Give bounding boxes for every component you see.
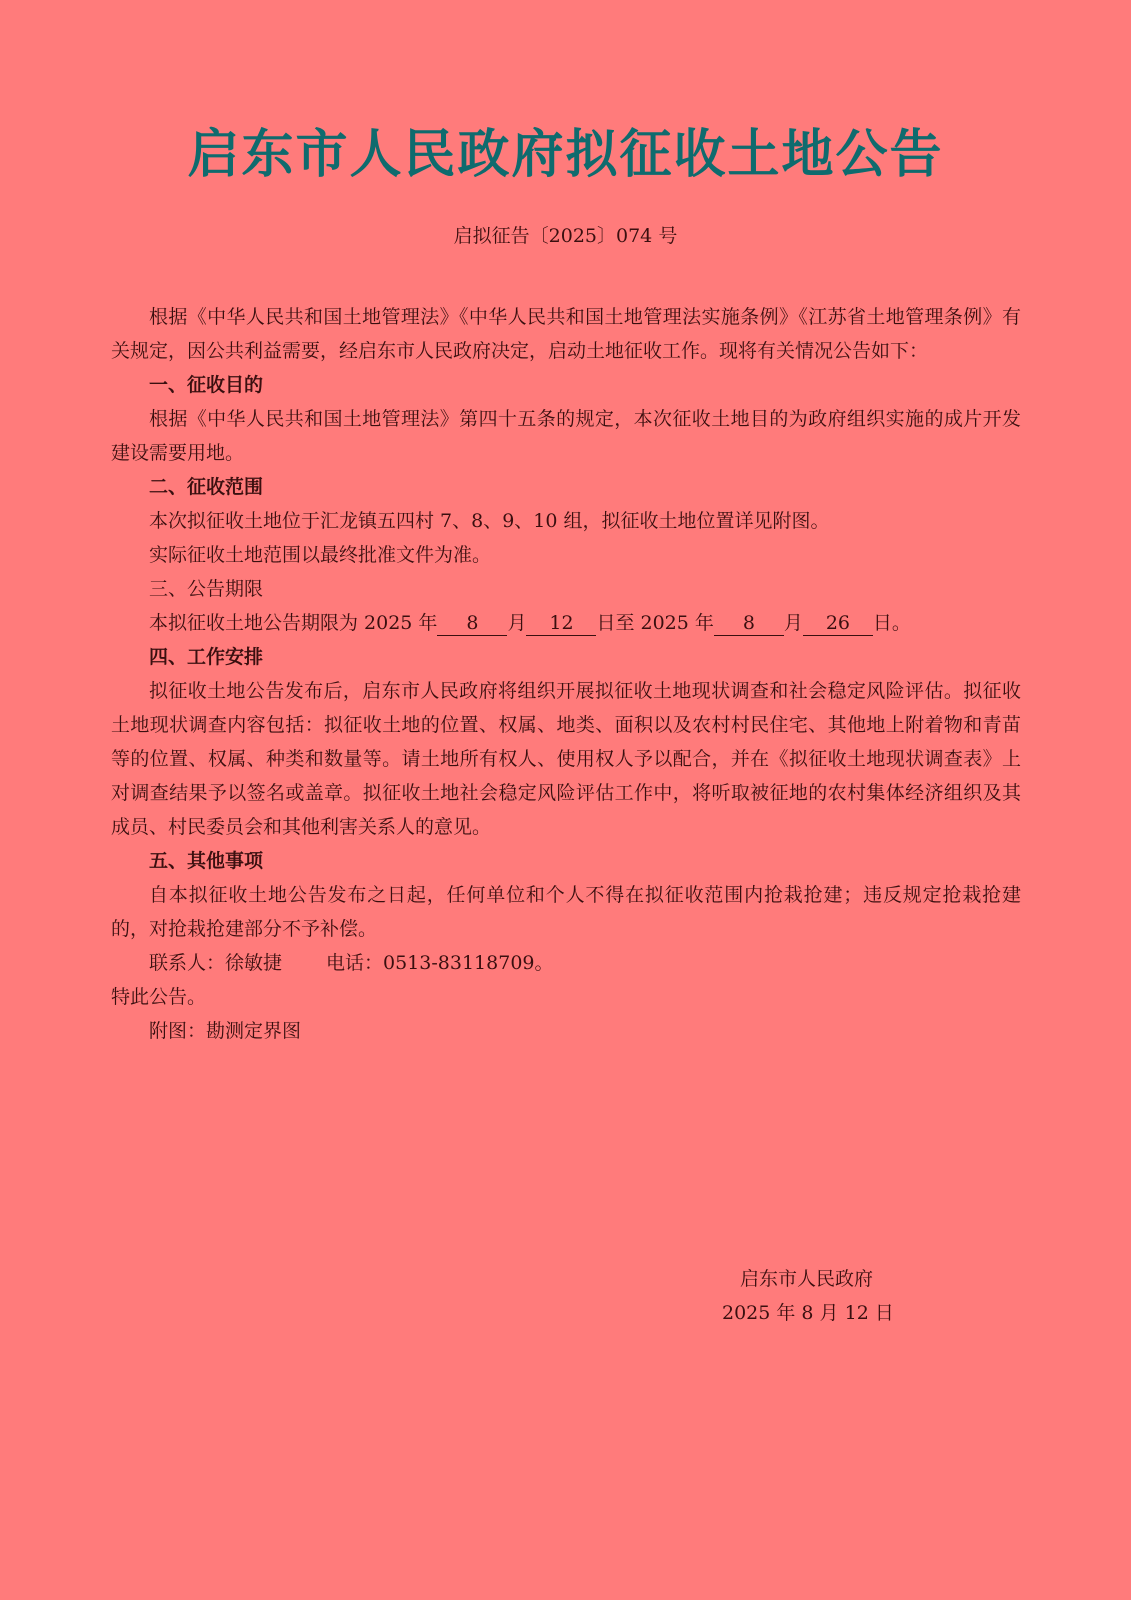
document-title: 启东市人民政府拟征收土地公告 [187, 125, 944, 185]
section-text-scope-1: 本次拟征收土地位于汇龙镇五四村 7、8、9、10 组，拟征收土地位置详见附图。 [149, 510, 830, 532]
period-suffix: 日。 [872, 612, 911, 634]
section-heading-period: 三、公告期限 [149, 578, 264, 600]
period-start-day: 12 [526, 611, 596, 636]
period-prefix: 本拟征收土地公告期限为 2025 年 [149, 612, 438, 634]
section-text-scope-2: 实际征收土地范围以最终批准文件为准。 [149, 544, 492, 566]
section-text-other: 自本拟征收土地公告发布之日起，任何单位和个人不得在拟征收范围内抢栽抢建；违反规定抢栽抢建的，对抢栽抢建部分不予补偿。 [111, 884, 1021, 940]
intro-paragraph: 根据《中华人民共和国土地管理法》《中华人民共和国土地管理法实施条例》《江苏省土地管理条例》有关规定，因公共利益需要，经启东市人民政府决定，启动土地征收工作。现将有关情况公告如下： [111, 306, 1021, 362]
section-heading-scope: 二、征收范围 [149, 476, 264, 498]
section-text-period [111, 606, 1021, 640]
closing-text: 特此公告。 [111, 986, 207, 1008]
contact-phone: 电话：0513-83118709。 [326, 952, 554, 974]
attachment-text: 附图：勘测定界图 [149, 1020, 302, 1042]
period-end-day: 26 [803, 611, 873, 636]
signature-date: 2025 年 8 月 12 日 [722, 1302, 894, 1324]
signature-block [722, 1262, 922, 1330]
period-start-month: 8 [437, 611, 507, 636]
contact-person: 联系人：徐敏捷 [149, 952, 283, 974]
signature-org: 启东市人民政府 [740, 1268, 874, 1290]
section-heading-purpose: 一、征收目的 [149, 374, 264, 396]
contact-line [111, 946, 1021, 980]
section-heading-other: 五、其他事项 [149, 850, 264, 872]
section-text-purpose: 根据《中华人民共和国土地管理法》第四十五条的规定，本次征收土地目的为政府组织实施的成片开发建设需要用地。 [111, 408, 1021, 464]
section-heading-arrangement: 四、工作安排 [149, 646, 264, 668]
period-month-label-2: 月 [783, 612, 803, 634]
document-body [111, 300, 1021, 1048]
section-text-arrangement: 拟征收土地公告发布后，启东市人民政府将组织开展拟征收土地现状调查和社会稳定风险评估。拟征收土地现状调查内容包括：拟征收土地的位置、权属、地类、面积以及农村村民住宅、其他地上附着物和青苗等的位置、权属、种类和数量等。请土地所有权人、使用权人予以配合，并在《拟征收土地现状调查表》上对调查结果予以签名或盖章。拟征收土地社会稳定风险评估工作中，将听取被征地的农村集体经济组织及其成员、村民委员会和其他利害关系人的意见。 [111, 680, 1021, 838]
period-end-month: 8 [714, 611, 784, 636]
document-number: 启拟征告〔2025〕074 号 [453, 225, 678, 247]
period-mid: 日至 2025 年 [596, 612, 714, 634]
period-month-label-1: 月 [507, 612, 527, 634]
